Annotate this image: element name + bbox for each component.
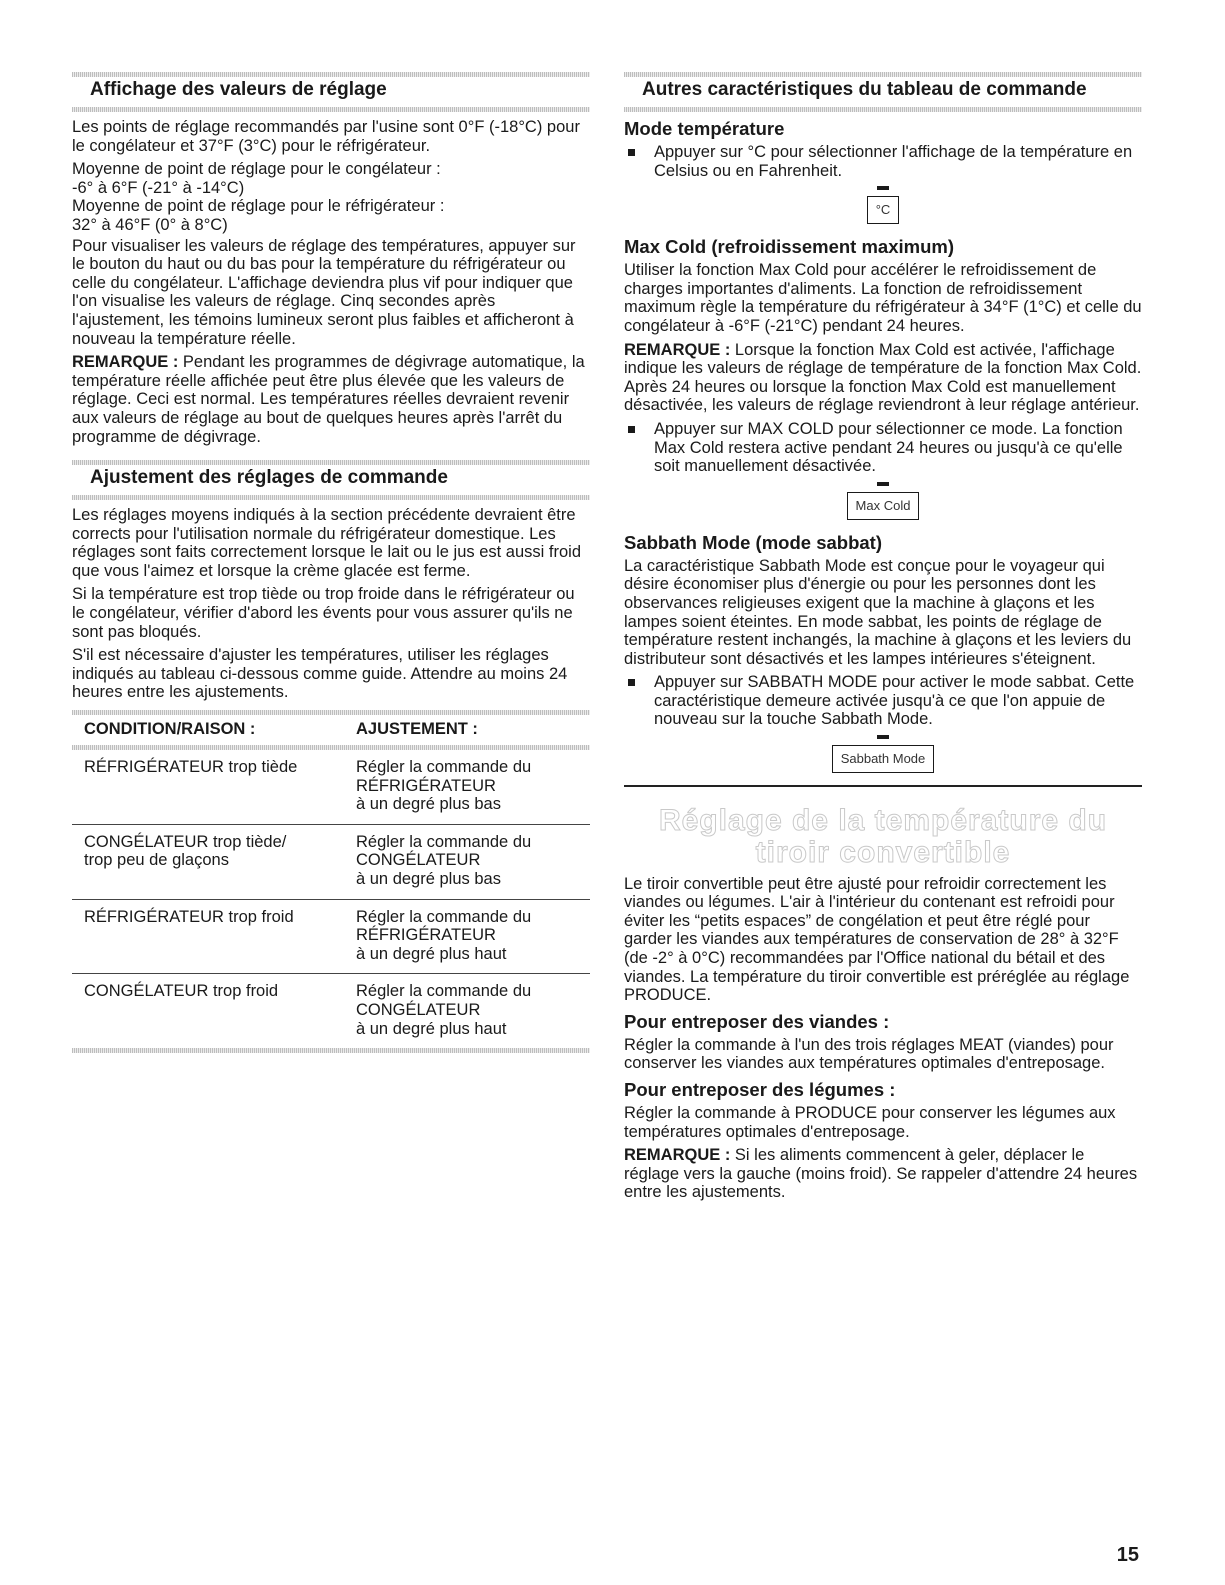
- title-line: Réglage de la température du: [658, 803, 1108, 837]
- bullet-square-icon: [628, 149, 635, 156]
- section-title: Autres caractéristiques du tableau de commande: [642, 79, 1087, 100]
- table-cell-condition: [84, 908, 356, 964]
- cell-line: RÉFRIGÉRATEUR trop tiède: [84, 758, 298, 777]
- text-line: 32° à 46°F (0° à 8°C): [72, 215, 228, 234]
- indicator-dash-icon: [877, 735, 889, 739]
- table-row: [72, 974, 590, 1048]
- left-column: [72, 72, 590, 1053]
- button-illustration: [624, 735, 1142, 773]
- note-label: REMARQUE :: [72, 353, 179, 372]
- bullet-text: Appuyer sur MAX COLD pour sélectionner ce mode. La fonction Max Cold restera active pendant 24 heures ou jusqu'à ce qu'elle soit manuellement désactivée.: [654, 419, 1123, 476]
- text-line: Moyenne de point de réglage pour le congélateur :: [72, 160, 441, 179]
- button-illustration: [624, 482, 1142, 520]
- cell-line: Régler la commande du: [356, 907, 532, 926]
- subsection-title-vegetables: Pour entreposer des légumes :: [624, 1078, 896, 1100]
- cell-line: RÉFRIGÉRATEUR: [356, 926, 496, 945]
- bullet-square-icon: [628, 426, 635, 433]
- table-row: [72, 825, 590, 900]
- cell-line: CONGÉLATEUR trop tiède/: [84, 832, 287, 851]
- bullet-item: [624, 673, 1142, 729]
- cell-line: CONGÉLATEUR trop froid: [84, 982, 279, 1001]
- subsection-title-sabbath-mode: Sabbath Mode (mode sabbat): [624, 531, 882, 553]
- note-text: Pendant les programmes de dégivrage automatique, la température réelle affichée peut être plus élevée que les valeurs de réglage. Ceci est normal. Les températures réelles devraient revenir aux valeurs de réglage au bout de quelques heures après l'arrêt du programme de dégivrage.: [72, 353, 585, 446]
- cell-line: trop peu de glaçons: [84, 851, 229, 870]
- cell-line: Régler la commande du: [356, 832, 532, 851]
- section-header-other-features: [624, 72, 1142, 112]
- cell-line: CONGÉLATEUR: [356, 851, 481, 870]
- subsection-title-max-cold: Max Cold (refroidissement maximum): [624, 236, 954, 258]
- note-text: Lorsque la fonction Max Cold est activée, l'affichage indique les valeurs de réglage de température de la fonction Max Cold. Après 24 heures ou lorsque la fonction Max Cold est manuellement désactivée, les valeurs de réglage reviendront à leur réglage antérieur.: [624, 340, 1142, 415]
- page-number: 15: [1116, 1544, 1139, 1566]
- cell-line: RÉFRIGÉRATEUR: [356, 776, 496, 795]
- table-row: [72, 900, 590, 975]
- paragraph: Régler la commande à PRODUCE pour conserver les légumes aux températures optimales d'entreposage.: [624, 1103, 1116, 1141]
- paragraph: Régler la commande à l'un des trois réglages MEAT (viandes) pour conserver les viandes aux températures optimales d'entreposage.: [624, 1035, 1114, 1073]
- indicator-dash-icon: [877, 186, 889, 190]
- paragraph: Pour visualiser les valeurs de réglage des températures, appuyer sur le bouton du haut ou du bas pour la température du réfrigérateur ou celle du congélateur. L'affichage deviendra plus vif pour indiquer que l'on visualise les valeurs de réglage. Cinq secondes après l'ajustement, les témoins lumineux seront plus faibles et afficheront à nouveau la température réelle.: [72, 236, 576, 348]
- note-paragraph: [624, 1146, 1142, 1202]
- bullet-item: [624, 143, 1142, 180]
- cell-line: Régler la commande du: [356, 982, 532, 1001]
- table-cell-condition: [84, 758, 356, 814]
- paragraph: Les réglages moyens indiqués à la section précédente devraient être corrects pour l'utilisation normale du réfrigérateur domestique. Les réglages sont faits correctement lorsque le lait ou le jus est aussi froid que vous l'aimez et lorsque la crème glacée est ferme.: [72, 506, 582, 580]
- cell-line: à un degré plus bas: [356, 795, 501, 814]
- cell-line: à un degré plus haut: [356, 944, 507, 963]
- section-header-adjust-controls: [72, 460, 590, 500]
- paragraph: [72, 160, 590, 234]
- table-header-adjustment: AJUSTEMENT :: [356, 720, 478, 739]
- cell-line: Régler la commande du: [356, 758, 532, 777]
- subsection-title-meat: Pour entreposer des viandes :: [624, 1010, 890, 1032]
- table-header-condition: CONDITION/RAISON :: [84, 720, 256, 739]
- table-cell-condition: [84, 833, 356, 889]
- section-title: Ajustement des réglages de commande: [90, 467, 448, 489]
- cell-line: à un degré plus haut: [356, 1019, 507, 1038]
- bullet-item: [624, 420, 1142, 476]
- indicator-dash-icon: [877, 482, 889, 486]
- section-title: Affichage des valeurs de réglage: [90, 79, 387, 100]
- section-title-convertible-drawer: [624, 805, 1142, 869]
- table-cell-adjustment: [356, 758, 590, 814]
- text-line: -6° à 6°F (-21° à -14°C): [72, 178, 245, 197]
- bullet-square-icon: [628, 679, 635, 686]
- paragraph: Utiliser la fonction Max Cold pour accélérer le refroidissement de charges importantes d'aliments. La fonction de refroidissement maximum règle la température du réfrigérateur à 34°F (1°C) et celle du congélateur à -6°F (-21°C) pendant 24 heures.: [624, 261, 1142, 335]
- table-header: [72, 715, 590, 745]
- table-cell-adjustment: [356, 982, 590, 1038]
- bullet-text: Appuyer sur °C pour sélectionner l'affichage de la température en Celsius ou en Fahrenheit.: [654, 143, 1133, 180]
- right-column: [624, 72, 1142, 1207]
- table-cell-adjustment: [356, 833, 590, 889]
- note-paragraph: [72, 353, 590, 446]
- table-cell-condition: [84, 982, 356, 1038]
- bullet-text: Appuyer sur SABBATH MODE pour activer le mode sabbat. Cette caractéristique demeure activée jusqu'à ce que l'on appuie de nouveau sur la touche Sabbath Mode.: [654, 673, 1135, 729]
- paragraph: Les points de réglage recommandés par l'usine sont 0°F (-18°C) pour le congélateur et 37°F (3°C) pour le réfrigérateur.: [72, 118, 580, 155]
- table-row: [72, 750, 590, 825]
- section-divider: [624, 785, 1142, 787]
- note-text: Si les aliments commencent à geler, déplacer le réglage vers la gauche (moins froid). Se rappeler d'attendre 24 heures entre les ajustements.: [624, 1146, 1138, 1202]
- paragraph: S'il est nécessaire d'ajuster les températures, utiliser les réglages indiqués au tableau ci-dessous comme guide. Attendre au moins 24 heures entre les ajustements.: [72, 646, 568, 702]
- sabbath-mode-button: Sabbath Mode: [832, 745, 935, 773]
- paragraph: La caractéristique Sabbath Mode est conçue pour le voyageur qui désire économiser plus d'énergie ou pour les personnes dont les observances religieuses exigent que la machine à glaçons et les lampes soient éteintes. En mode sabbat, les points de réglage de température restent inchangés, la machine à glaçons et les leviers du distributeur sont désactivés et les lampes intérieures s'éteignent.: [624, 556, 1132, 668]
- paragraph: Le tiroir convertible peut être ajusté pour refroidir correctement les viandes ou légumes. L'air à l'intérieur du contenant est refroidi pour éviter les “petits espaces” de congélation et peut être réglé pour garder les viandes aux températures de conservation de 28° à 32°F (de -2° à 0°C) recommandées par l'Office national du bétail et des viandes. La température du tiroir convertible est préréglée au réglage PRODUCE.: [624, 874, 1130, 1005]
- cell-line: RÉFRIGÉRATEUR trop froid: [84, 907, 294, 926]
- cell-line: CONGÉLATEUR: [356, 1000, 481, 1019]
- celsius-button: °C: [867, 196, 900, 224]
- note-label: REMARQUE :: [624, 340, 731, 359]
- paragraph: Si la température est trop tiède ou trop froide dans le réfrigérateur ou le congélateur, vérifier d'abord les évents pour vous assurer qu'ils ne sont pas bloqués.: [72, 585, 575, 641]
- table-cell-adjustment: [356, 908, 590, 964]
- text-line: Moyenne de point de réglage pour le réfrigérateur :: [72, 197, 445, 216]
- note-label: REMARQUE :: [624, 1146, 731, 1165]
- table-bottom-rule: [72, 1048, 590, 1053]
- adjustment-table: [72, 710, 590, 1053]
- section-header-settings-display: [72, 72, 590, 112]
- max-cold-button: Max Cold: [847, 492, 920, 520]
- title-line: tiroir convertible: [755, 835, 1011, 869]
- subsection-title-temperature-mode: Mode température: [624, 118, 785, 139]
- note-paragraph: [624, 341, 1142, 415]
- button-illustration: [624, 186, 1142, 224]
- cell-line: à un degré plus bas: [356, 870, 501, 888]
